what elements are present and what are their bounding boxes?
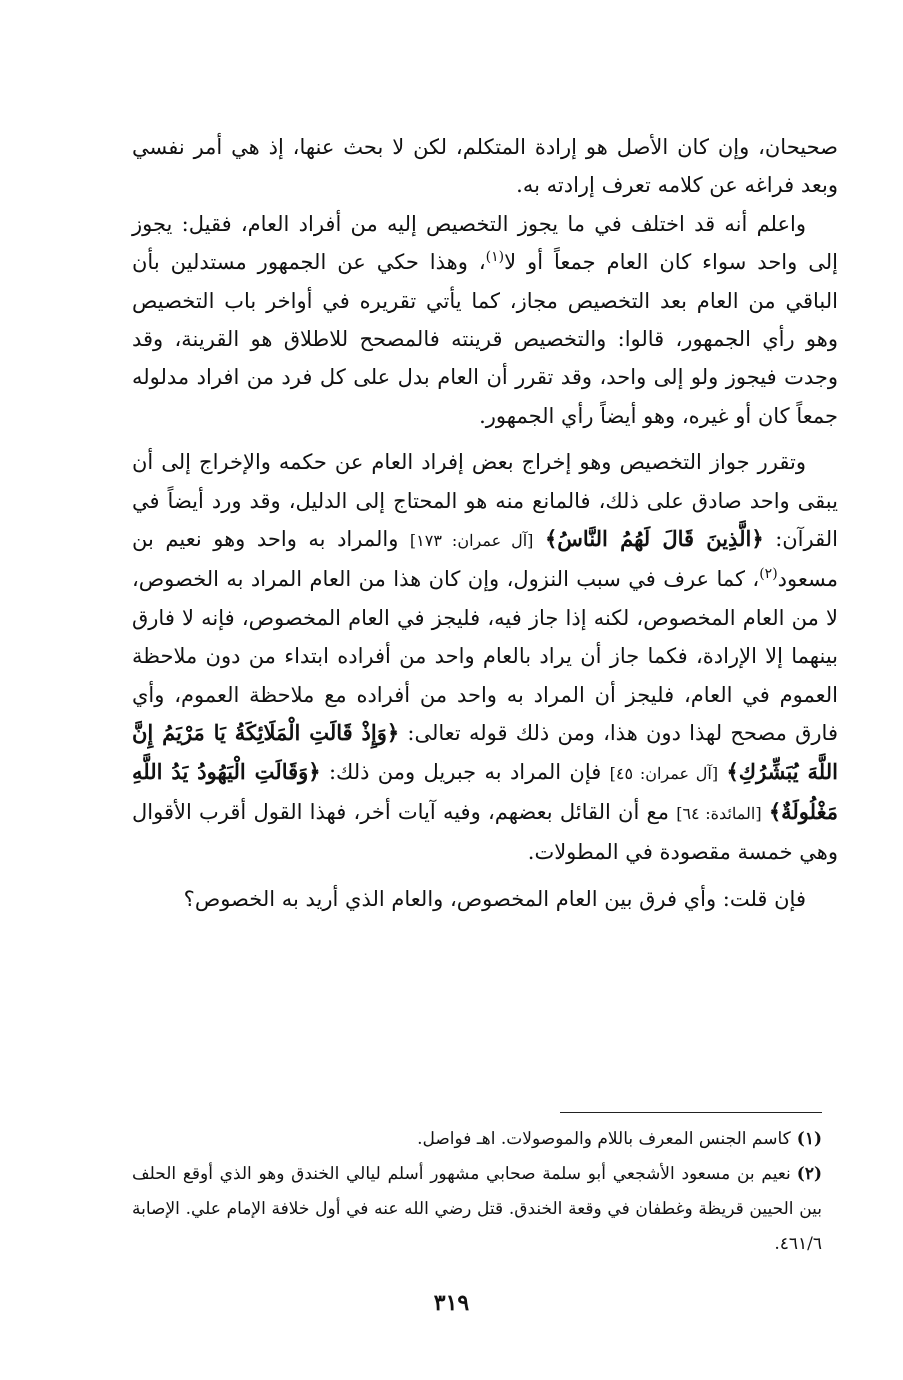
paragraph-1 — [132, 128, 838, 205]
quran-reference-1: [آل عمران: ١٧٣] — [409, 531, 534, 551]
page-number: ٣١٩ — [433, 1290, 470, 1316]
footnotes — [132, 1122, 822, 1262]
footnote-1-text: كاسم الجنس المعرف باللام والموصولات. اهـ فواصل. — [417, 1129, 791, 1149]
quran-verse-1: ﴿الَّذِينَ قَالَ لَهُمُ النَّاسُ﴾ — [544, 526, 764, 552]
footnote-marker-1[interactable]: (١) — [485, 249, 505, 266]
paragraph-4-text: فإن قلت: وأي فرق بين العام المخصوص، والعام الذي أريد به الخصوص؟ — [183, 886, 806, 911]
quran-verse-3: ﴿وَقَالَتِ الْيَهُودُ يَدُ اللَّهِ مَغْلُولَةٌ﴾ — [132, 758, 838, 824]
paragraph-3-text-d: فإن المراد به جبريل ومن ذلك: — [328, 759, 602, 784]
paragraph-3 — [132, 443, 838, 871]
main-text — [132, 128, 838, 918]
footnote-2-text: نعيم بن مسعود الأشجعي أبو سلمة صحابي مشهور أسلم ليالي الخندق وهو الذي أوقع الحلف بين الحيين قريظة وغطفان في وقعة الخندق. قتل رضي الله عنه في أول خلافة الإمام علي. الإصابة ٤٦١/٦. — [132, 1164, 822, 1254]
footnote-1 — [132, 1122, 822, 1157]
paragraph-3-text-a: وتقرر جواز التخصيص وهو إخراج بعض إفراد العام عن حكمه والإخراج إلى أن يبقى واحد صادق على ذلك، فالمانع منه هو المحتاج إلى الدليل، وقد ورد أيضاً في القرآن: — [132, 450, 838, 552]
footnote-2 — [132, 1157, 822, 1262]
footnote-divider — [560, 1112, 822, 1113]
paragraph-1-text: صحيحان، وإن كان الأصل هو إرادة المتكلم، لكن لا بحث عنها، إذ هي أمر نفسي وبعد فراغه عن كلامه تعرف إرادته به. — [132, 135, 838, 198]
quran-verse-2: ﴿وَإِذْ قَالَتِ الْمَلَائِكَةُ يَا مَرْيَمُ إِنَّ اللَّهَ يُبَشِّرُكِ﴾ — [132, 720, 838, 784]
paragraph-2-text-a: واعلم أنه قد اختلف في ما يجوز التخصيص إليه من أفراد العام، فقيل: يجوز إلى واحد سواء كان العام جمعاً أو لا — [132, 211, 838, 275]
paragraph-2-text-b: ، وهذا حكي عن الجمهور مستدلين بأن الباقي من العام بعد التخصيص مجاز، كما يأتي تقريره في أواخر باب التخصيص وهو رأي الجمهور، قالوا: والتخصيص قرينته فالمصحح للاطلاق هو القرينة، وقد وجدت فيجوز ولو إلى واحد، وقد تقرر أن العام بدل على كل فرد من افراد مدلوله جمعاً كان أو غيره، وهو أيضاً رأي الجمهور. — [132, 250, 839, 428]
footnote-marker-2[interactable]: (٢) — [759, 566, 778, 583]
paragraph-2 — [132, 205, 838, 435]
footnote-2-number: (٢) — [796, 1164, 822, 1184]
paragraph-3-text-b: والمراد به واحد وهو نعيم بن مسعود — [132, 527, 838, 592]
footnote-1-number: (١) — [796, 1129, 822, 1149]
paragraph-3-text-c: ، كما عرف في سبب النزول، وإن كان هذا من العام المراد به الخصوص، لا من العام المخصوص، لكنه إذا جاز فيه، فليجز في العام المخصوص، فإنه لا فارق بينهما إلا الإرادة، فكما جاز أن يراد بالعام واحد من أفراده ابتداء من دون ملاحظة العموم في العام، فليجز أن المراد به واحد من أفراده مع ملاحظة العموم، وأي فارق مصحح لهذا دون هذا، ومن ذلك قوله تعالى: — [132, 567, 838, 746]
quran-reference-2: [آل عمران: ٤٥] — [609, 763, 719, 783]
paragraph-4 — [132, 880, 838, 918]
quran-reference-3: [المائدة: ٦٤] — [676, 803, 762, 823]
paragraph-3-text-e: مع أن القائل بعضهم، وفيه آيات أخر، فهذا القول أقرب الأقوال وهي خمسة مقصودة في المطولات. — [132, 799, 838, 865]
